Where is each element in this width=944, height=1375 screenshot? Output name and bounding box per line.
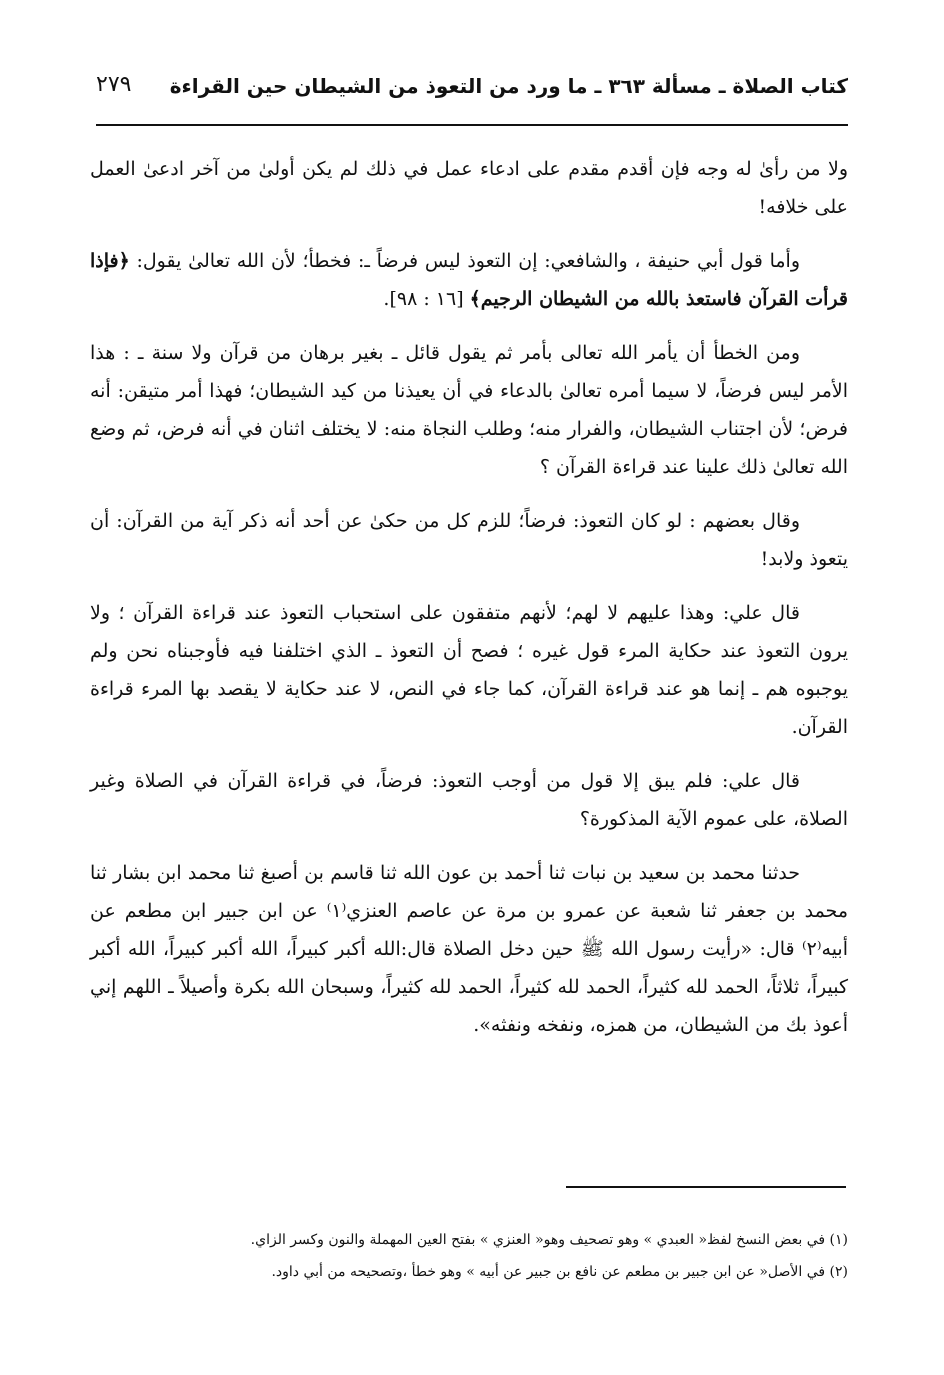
paragraph: قال علي: فلم يبق إلا قول من أوجب التعوذ: فرضاً، في قراءة القرآن في الصلاة وغير الصلاة، على عموم الآية المذكورة؟ <box>90 770 848 830</box>
footnote-1: (١) في بعض النسخ لفظ« العبدي » وهو تصحيف وهو« العنزي » بفتح العين المهملة والنون وكسر الزاي. <box>250 1232 848 1248</box>
paragraph: ومن الخطأ أن يأمر الله تعالى بأمر ثم يقول قائل ـ بغير برهان من قرآن ولا سنة ـ : هذا الأمر ليس فرضاً، لا سيما أمره تعالىٰ بالدعاء في أن يعيذنا من كيد الشيطان؛ فهذا أمر متيقن: أنه فرض؛ لأن اجتناب الشيطان، والفرار منه؛ وطلب النجاة منه: لا يختلف اثنان في أنه فرض، ثم وضع الله تعالىٰ ذلك علينا عند قراءة القرآن ؟ <box>90 342 848 478</box>
hadith-paragraph: حدثنا محمد بن سعيد بن نبات ثنا أحمد بن عون الله ثنا قاسم بن أصبغ ثنا محمد ابن بشار ثنا محمد بن جعفر ثنا شعبة عن عمرو بن مرة عن عاصم العنزي⁽١⁾ عن ابن جبير ابن مطعم عن أبيه⁽٢⁾ قال: «رأيت رسول الله ﷺ حين دخل الصلاة قال:الله أكبر كبيراً، الله أكبر كبيراً، الله أكبر كبيراً، ثلاثاً، الحمد لله كثيراً، الحمد لله كثيراً، الحمد لله كثيراً، وسبحان الله بكرة وأصيلاً ـ اللهم إني أعوذ بك من الشيطان، من همزه، ونفخه ونفثه». <box>90 862 848 1036</box>
footnote-2: (٢) في الأصل« عن ابن جبير بن مطعم عن نافع بن جبير عن أبيه » وهو خطأ ،وتصحيحه من أبي داود. <box>271 1264 848 1280</box>
quran-verse: ﴿فإذا قرأت القرآن فاستعذ بالله من الشيطان الرجيم﴾ <box>90 250 848 310</box>
paragraph-text: وأما قول أبي حنيفة ، والشافعي: إن التعوذ ليس فرضاً ـ: فخطأ؛ لأن الله تعالىٰ يقول: <box>129 250 800 272</box>
header-divider <box>96 124 848 126</box>
footnote-divider <box>566 1186 846 1188</box>
page-number: ٢٧٩ <box>96 72 132 97</box>
header-title: كتاب الصلاة ـ مسألة ٣٦٣ ـ ما ورد من التعوذ من الشيطان حين القراءة <box>169 74 848 98</box>
paragraph: ولا من رأىٰ له وجه فإن أقدم مقدم على ادعاء عمل في ذلك لم يكن أولىٰ من آخر ادعىٰ العمل على خلافه! <box>90 158 848 218</box>
paragraph-with-verse <box>90 242 848 318</box>
running-header <box>96 60 848 122</box>
verse-reference: [١٦ : ٩٨]. <box>383 288 470 310</box>
paragraph: وقال بعضهم : لو كان التعوذ: فرضاً؛ للزم كل من حكىٰ عن أحد أنه ذكر آية من القرآن: أن يتعوذ ولابد! <box>90 510 848 570</box>
paragraph: قال علي: وهذا عليهم لا لهم؛ لأنهم متفقون على استحباب التعوذ عند قراءة القرآن ؛ ولا يرون التعوذ عند حكاية المرء قول غيره ؛ فصح أن التعوذ ـ الذي اختلفنا فيه فأوجبناه نحن ولم يوجبوه هم ـ إنما هو عند قراءة القرآن، كما جاء في النص، لا عند حكاية لا يقصد بها المرء قراءة القرآن. <box>90 602 848 738</box>
footnotes <box>96 1224 848 1288</box>
main-text <box>90 150 848 1060</box>
